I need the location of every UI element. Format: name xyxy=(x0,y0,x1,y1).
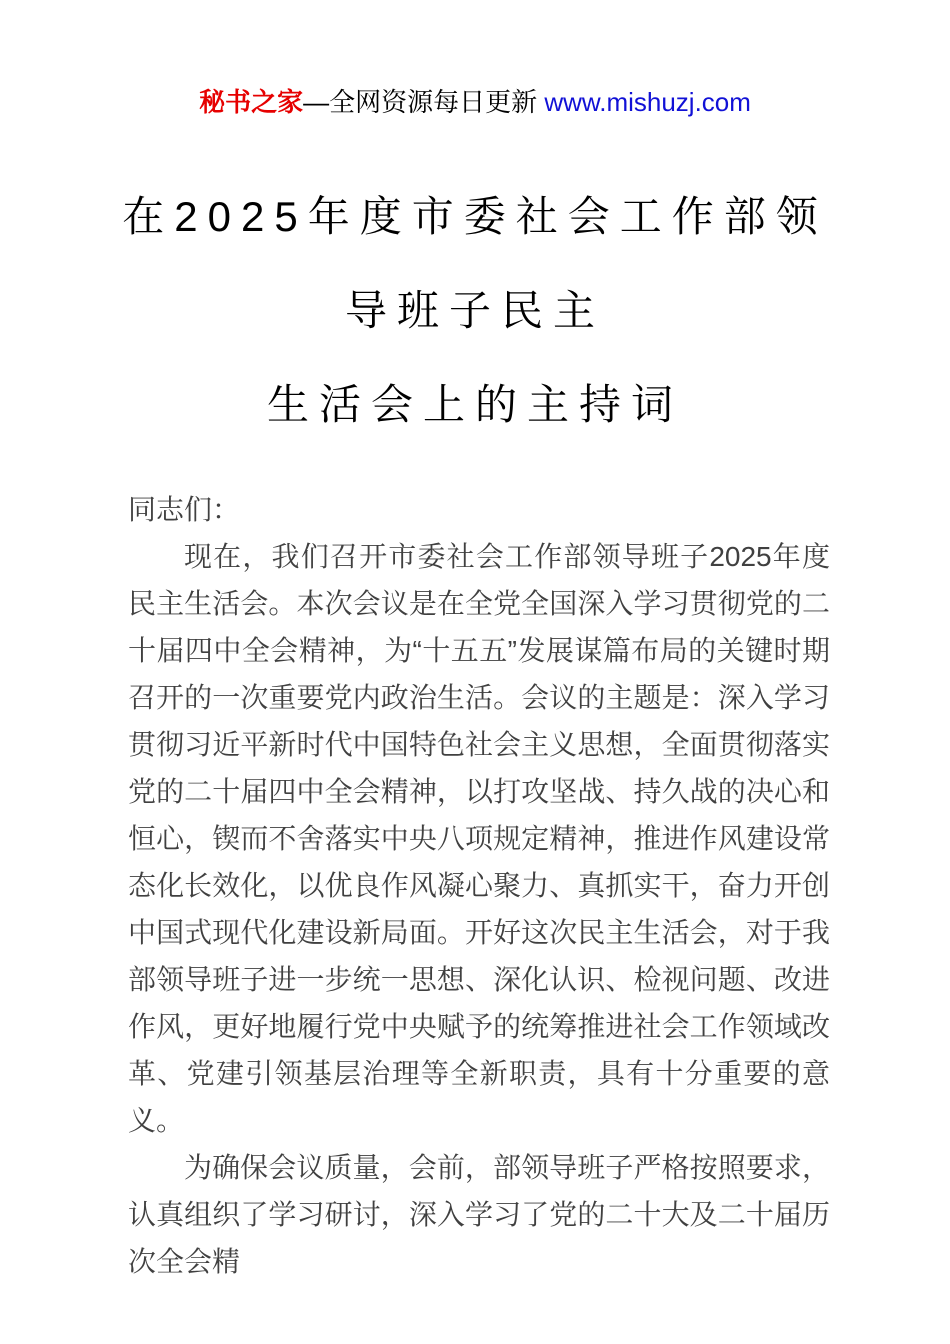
header-banner xyxy=(0,86,950,119)
document-body xyxy=(128,486,830,1285)
body-paragraph: 为确保会议质量，会前，部领导班子严格按照要求，认真组织了学习研讨，深入学习了党的二十大及二十届历次全会精 xyxy=(128,1152,830,1277)
salutation-paragraph: 同志们： xyxy=(128,494,241,525)
site-tagline: 全网资源每日更新 xyxy=(329,87,538,117)
title-line-3: 生活会上的主持词 xyxy=(266,381,683,428)
header-dash: — xyxy=(303,87,330,117)
title-line-2: 导班子民主 xyxy=(344,287,605,334)
site-name: 秘书之家 xyxy=(199,88,304,117)
body-paragraph: 现在，我们召开市委社会工作部领导班子2025年度民主生活会。本次会议是在全党全国深入学习贯彻党的二十届四中全会精神，为“十五五”发展谋篇布局的关键时期召开的一次重要党内政治生活。会议的主题是：深入学习贯彻习近平新时代中国特色社会主义思想，全面贯彻落实党的二十届四中全会精神，以打攻坚战、持久战的决心和恒心，锲而不舍落实中央八项规定精神，推进作风建设常态化长效化，以优良作风凝心聚力、真抓实干，奋力开创中国式现代化建设新局面。开好这次民主生活会，对于我部领导班子进一步统一思想、深化认识、检视问题、改进作风，更好地履行党中央赋予的统筹推进社会工作领域改革、党建引领基层治理等全新职责，具有十分重要的意义。 xyxy=(128,541,830,1136)
site-url-link[interactable]: www.mishuzj.com xyxy=(544,87,751,117)
document-title xyxy=(0,170,950,452)
title-line-1: 在2025年度市委社会工作部领 xyxy=(122,193,828,240)
